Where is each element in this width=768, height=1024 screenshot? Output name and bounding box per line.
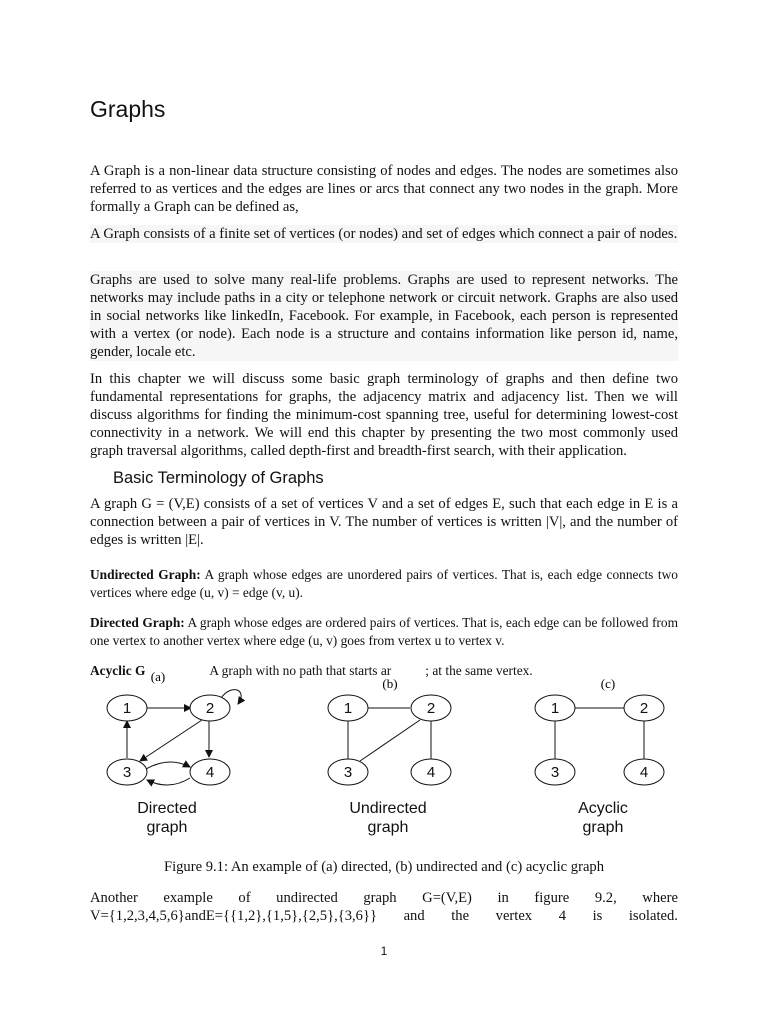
page-title: Graphs bbox=[90, 96, 166, 122]
acyclic-graph-term: Acyclic G bbox=[90, 663, 146, 678]
acyclic-node-label-4: 4 bbox=[639, 764, 649, 781]
acyclic-node-label-3: 3 bbox=[550, 764, 560, 781]
chapter-overview-paragraph: In this chapter we will discuss some basic graph terminology of graphs and then define two fundamental representations for graphs, the adjacency matrix and adjacency list. Then we will discuss algorithms for finding the minimum-cost spanning tree, useful for determining lowest-cost connectivity in a network. We will end this chapter by presenting the two most commonly used graph traversal algorithms, called depth-first and breadth-first search, with their application. bbox=[90, 371, 678, 459]
acyclic-graph-text-b: ; at the same vertex. bbox=[425, 663, 533, 678]
closing-word: undirected bbox=[276, 890, 338, 906]
panel-label-c: (c) bbox=[600, 676, 616, 691]
undirected-node-label-4: 4 bbox=[426, 764, 436, 781]
directed-edge-2-3 bbox=[140, 720, 202, 761]
closing-word: example bbox=[163, 890, 213, 906]
figure-caption: Figure 9.1: An example of (a) directed, (b) undirected and (c) acyclic graph bbox=[163, 859, 605, 875]
directed-edge-4-3 bbox=[147, 778, 190, 785]
undirected-node-label-3: 3 bbox=[343, 764, 353, 781]
closing-word: Another bbox=[90, 890, 138, 906]
undirected-caption-line2: graph bbox=[367, 819, 409, 836]
closing-line-2 bbox=[90, 907, 678, 925]
closing-word: figure bbox=[534, 890, 570, 906]
intro-paragraph: A Graph is a non-linear data structure consisting of nodes and edges. The nodes are sometimes also referred to as vertices and the edges are lines or arcs that connect any two nodes in the graph. More formally a Graph can be defined as, bbox=[90, 163, 678, 215]
section-heading: Basic Terminology of Graphs bbox=[113, 469, 324, 487]
directed-node-label-2: 2 bbox=[205, 700, 215, 717]
acyclic-node-label-1: 1 bbox=[550, 700, 560, 717]
directed-node-label-4: 4 bbox=[205, 764, 215, 781]
directed-edge-3-4 bbox=[146, 762, 190, 769]
closing-word: the bbox=[451, 908, 470, 924]
acyclic-caption-line1: Acyclic bbox=[578, 800, 628, 817]
directed-graph-definition bbox=[90, 614, 678, 650]
directed-graph-text: A graph whose edges are ordered pairs of vertices. That is, each edge can be followed from one vertex to another vertex where edge (u, v) goes from vertex u to vertex v. bbox=[90, 615, 678, 648]
panel-label-b: (b) bbox=[382, 676, 398, 691]
closing-word: isolated. bbox=[628, 908, 678, 924]
directed-caption-line2: graph bbox=[146, 819, 188, 836]
directed-graph-term: Directed Graph: bbox=[90, 615, 185, 630]
undirected-graph-term: Undirected Graph: bbox=[90, 567, 201, 582]
graph-figure-svg bbox=[90, 668, 690, 844]
panel-label-a: (a) bbox=[150, 669, 166, 684]
undirected-graph-definition bbox=[90, 566, 678, 602]
closing-word: is bbox=[592, 908, 603, 924]
graph-figure bbox=[90, 668, 690, 844]
applications-paragraph: Graphs are used to solve many real-life problems. Graphs are used to represent networks. The networks may include paths in a city or telephone network or circuit network. Graphs are also used in social networks like linkedIn, Facebook. For example, in Facebook, each person is represented with a vertex (or node). Each node is a structure and contains information like person id, name, gender, locale etc. bbox=[90, 272, 678, 360]
closing-line-1 bbox=[90, 889, 678, 907]
acyclic-graph-text-a: A graph with no path that starts ar bbox=[209, 663, 392, 678]
directed-node-label-3: 3 bbox=[122, 764, 132, 781]
acyclic-caption-line2: graph bbox=[582, 819, 624, 836]
acyclic-node-label-2: 2 bbox=[639, 700, 649, 717]
closing-paragraph bbox=[90, 889, 678, 925]
closing-word: of bbox=[238, 890, 251, 906]
undirected-caption-line1: Undirected bbox=[349, 800, 427, 817]
directed-node-label-1: 1 bbox=[122, 700, 132, 717]
page-number: 1 bbox=[380, 944, 388, 958]
definition-paragraph: A Graph consists of a finite set of vertices (or nodes) and set of edges which connect a pair of nodes. bbox=[90, 226, 678, 242]
closing-word: and bbox=[403, 908, 425, 924]
closing-word: graph bbox=[363, 890, 397, 906]
undirected-graph-text: A graph whose edges are unordered pairs of vertices. That is, each edge connects two vertices where edge (u, v) = edge (v, u). bbox=[90, 567, 678, 600]
closing-word: vertex bbox=[495, 908, 533, 924]
directed-caption-line1: Directed bbox=[137, 800, 197, 817]
undirected-node-label-2: 2 bbox=[426, 700, 436, 717]
closing-word: V={1,2,3,4,5,6}andE={{1,2},{1,5},{2,5},{3,6}} bbox=[90, 908, 377, 924]
closing-word: 4 bbox=[558, 908, 566, 924]
closing-word: in bbox=[497, 890, 509, 906]
closing-word: where bbox=[642, 890, 678, 906]
undirected-edge-2-3 bbox=[360, 720, 420, 761]
closing-word: G=(V,E) bbox=[422, 890, 472, 906]
terminology-intro: A graph G = (V,E) consists of a set of vertices V and a set of edges E, such that each edge in E is a connection between a pair of vertices in V. The number of vertices is written |V|, and the number of edges is written |E|. bbox=[90, 496, 678, 548]
closing-word: 9.2, bbox=[594, 890, 617, 906]
undirected-node-label-1: 1 bbox=[343, 700, 353, 717]
